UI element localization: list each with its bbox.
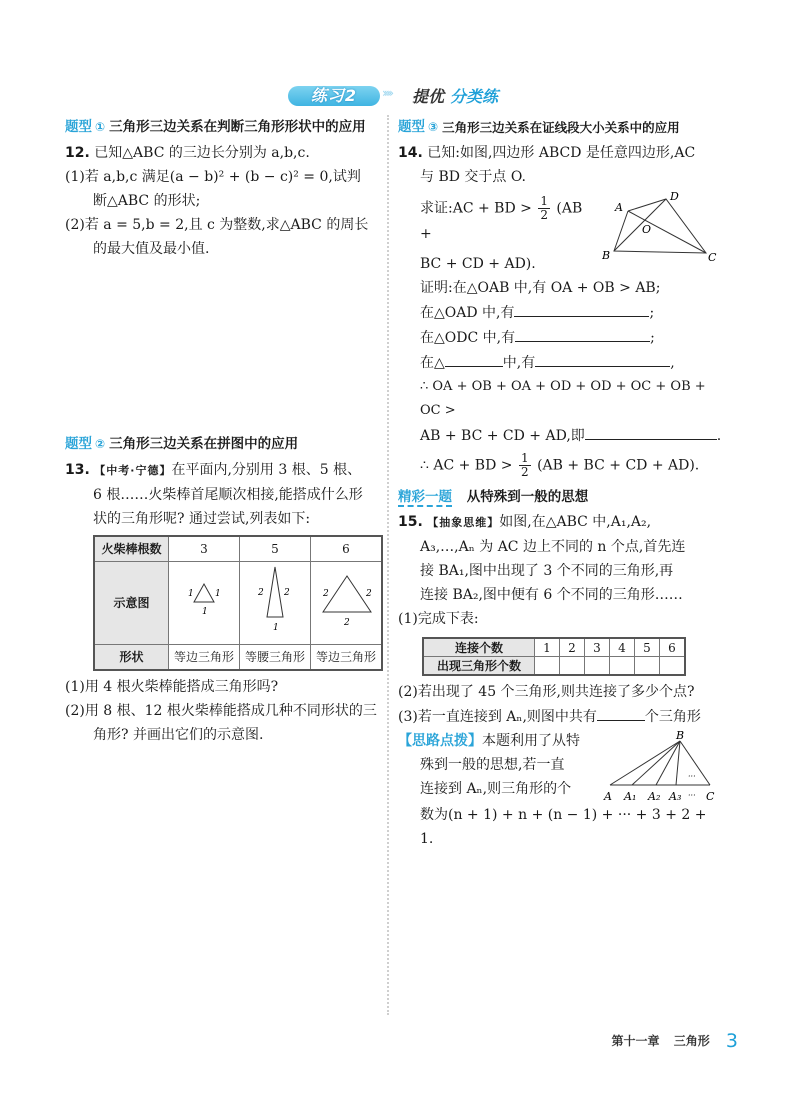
proof-line-7 (398, 452, 723, 479)
row-header-triangles: 出现三角形个数 (423, 657, 535, 676)
side-label: 2 (258, 588, 264, 598)
type-number: ② (95, 437, 106, 451)
question-line-1: 在平面内,分别用 3 根、5 根、 (171, 462, 362, 478)
count-cell: 3 (169, 536, 240, 562)
diagram-cell (169, 562, 240, 645)
part-3 (398, 704, 723, 729)
type-number: ① (95, 120, 106, 134)
question-13 (65, 458, 390, 747)
punct: ; (649, 305, 655, 321)
banner-pill: 练习2 (288, 86, 380, 106)
left-column (65, 118, 390, 747)
fraction-denominator: 2 (520, 465, 529, 479)
isosceles-triangle (240, 562, 310, 636)
hint-text-block (398, 729, 598, 801)
question-15 (398, 510, 723, 851)
triangle-count-table (422, 637, 686, 676)
part-2-line-1: (2)用 8 根、12 根火柴棒能搭成几种不同形状的三 (65, 703, 377, 719)
point-label: B (602, 249, 611, 262)
prove-with-figure (398, 189, 723, 276)
proof-text: 在△ODC 中,有 (420, 330, 516, 346)
fraction-numerator: 1 (520, 451, 529, 465)
point-label: C (706, 790, 715, 803)
point-label: B (676, 729, 685, 742)
type-tag: 题型 (65, 119, 92, 135)
question-line-4: 连接 BA₂,图中便有 6 个不同的三角形…… (420, 587, 683, 603)
answer-blank[interactable] (597, 704, 645, 721)
type-title: 三角形三边关系在证线段大小关系中的应用 (442, 120, 680, 135)
hint-tag: 【思路点拨】 (398, 733, 482, 749)
question-number: 12. (65, 145, 90, 161)
col-cell: 1 (535, 638, 560, 657)
punct: ; (650, 330, 655, 346)
diagram-cell (240, 562, 311, 645)
hint-line-3: 连接到 Aₙ,则三角形的个 (420, 781, 572, 797)
banner-title-b: 分类练 (450, 87, 499, 106)
highlight-question-header (398, 487, 723, 507)
question-number: 14. (398, 145, 423, 161)
prove-part-a: 求证:AC + BD > (420, 200, 532, 217)
type-tag: 题型 (398, 119, 425, 135)
shape-cell: 等边三角形 (169, 645, 240, 671)
proof-text: (AB + BC + CD + AD). (537, 457, 700, 474)
answer-cell[interactable] (535, 657, 560, 676)
prove-part-c: BC + CD + AD). (420, 256, 536, 272)
point-label: O (642, 223, 652, 236)
col-cell: 3 (585, 638, 610, 657)
part-3-text: (3)若一直连接到 Aₙ,则图中共有 (398, 709, 597, 725)
section-banner (288, 82, 518, 110)
answer-cell[interactable] (635, 657, 660, 676)
hint-box (398, 729, 723, 851)
question-line-2: 6 根……火柴棒首尾顺次相接,能搭成什么形 (93, 487, 363, 503)
punct: . (716, 428, 722, 444)
side-label: 1 (215, 589, 221, 599)
question-line-2: A₃,…,Aₙ 为 AC 边上不同的 n 个点,首先连 (420, 539, 686, 555)
type-title: 三角形三边关系在判断三角形形状中的应用 (109, 119, 366, 135)
question-number: 15. (398, 514, 423, 530)
col-cell: 2 (560, 638, 585, 657)
point-label: A (604, 790, 612, 803)
chapter-title: 三角形 (673, 1034, 710, 1048)
proof-line-2 (398, 300, 723, 325)
right-column (398, 118, 723, 851)
proof-text: ∴ AC + BD > (420, 457, 513, 474)
quadrilateral-figure (602, 189, 718, 265)
answer-cell[interactable] (660, 657, 686, 676)
point-label: A₂ (648, 790, 661, 803)
highlight-title: 从特殊到一般的思想 (466, 489, 589, 505)
question-number: 13. (65, 462, 90, 478)
count-cell: 6 (311, 536, 383, 562)
part-1-line-2: 断△ABC 的形状; (93, 193, 201, 209)
hint-line-2: 殊到一般的思想,若一直 (420, 757, 565, 773)
part-3-text: 个三角形 (644, 709, 701, 725)
proof-text: 中,有 (502, 355, 536, 371)
part-2-line-2: 的最大值及最小值. (93, 241, 210, 257)
hint-line-4: 数为(n + 1) + n + (n − 1) + ··· + 3 + 2 + 1. (420, 807, 707, 847)
part-2-line-1: (2)若 a = 5,b = 2,且 c 为整数,求△ABC 的周长 (65, 217, 369, 233)
type-tag: 题型 (65, 436, 92, 452)
fraction-one-half (519, 452, 531, 479)
side-label: 2 (284, 588, 290, 598)
proof-line-6 (398, 423, 723, 448)
equilateral-triangle-large (311, 562, 381, 636)
equilateral-triangle-small (169, 562, 239, 636)
answer-cell[interactable] (610, 657, 635, 676)
ellipsis-label: ··· (688, 791, 696, 800)
diagram-cell (311, 562, 383, 645)
row-header-connections: 连接个数 (423, 638, 535, 657)
question-type-3 (398, 118, 723, 137)
punct: , (670, 355, 675, 371)
row-header-diagram: 示意图 (94, 562, 169, 645)
banner-title-a: 提优 (412, 87, 445, 106)
fraction-denominator: 2 (540, 208, 548, 222)
ellipsis-label: ··· (688, 772, 696, 781)
fraction-one-half (538, 195, 550, 222)
type-number: ③ (428, 120, 439, 134)
highlight-tag: 精彩一题 (398, 489, 452, 505)
question-line-3: 接 BA₁,图中出现了 3 个不同的三角形,再 (420, 563, 674, 579)
prove-part-b: (AB + (420, 200, 583, 242)
side-label: 2 (323, 589, 329, 599)
col-cell: 6 (660, 638, 686, 657)
page-footer (612, 1030, 739, 1052)
proof-line-5: ∴ OA + OB + OA + OD + OD + OC + OB + OC > (420, 379, 706, 418)
proof-text: 在△ (420, 355, 445, 371)
question-line-1: 如图,在△ABC 中,A₁,A₂, (499, 514, 652, 530)
side-label: 2 (344, 618, 350, 628)
point-label: C (708, 251, 717, 264)
page-number: 3 (725, 1030, 738, 1052)
question-type-2 (65, 435, 390, 454)
fan-triangle-figure (600, 729, 722, 803)
question-type-1 (65, 118, 390, 137)
question-line-3: 状的三角形呢? 通过尝试,列表如下: (93, 511, 311, 527)
side-label: 2 (366, 589, 372, 599)
answer-blank[interactable] (514, 300, 649, 317)
answer-blank[interactable] (445, 350, 503, 367)
question-12 (65, 141, 390, 261)
chevrons-icon: ››››› (382, 86, 391, 100)
type-title: 三角形三边关系在拼图中的应用 (109, 436, 299, 452)
hint-with-figure (398, 729, 723, 803)
proof-line-4 (398, 350, 723, 375)
question-line-2: 与 BD 交于点 O. (420, 169, 526, 185)
answer-blank[interactable] (515, 325, 650, 342)
chapter-label: 第十一章 (611, 1034, 660, 1048)
part-1-line-1: (1)若 a,b,c 满足(a − b)² + (b − c)² = 0,试判 (65, 169, 361, 185)
point-label: A₁ (624, 790, 637, 803)
proof-text: 在△OAD 中,有 (420, 305, 515, 321)
answer-cell[interactable] (560, 657, 585, 676)
row-header-shape: 形状 (94, 645, 169, 671)
fraction-numerator: 1 (540, 194, 548, 208)
prove-statement (398, 195, 598, 246)
source-tag: 【抽象思维】 (427, 516, 500, 529)
question-14 (398, 141, 723, 479)
question-line-1: 已知:如图,四边形 ABCD 是任意四边形,AC (427, 145, 696, 161)
shape-cell: 等腰三角形 (240, 645, 311, 671)
side-label: 1 (273, 623, 279, 633)
point-label: A (615, 201, 623, 214)
prove-text-block (398, 189, 598, 276)
part-2-line-2: 角形? 并画出它们的示意图. (93, 727, 264, 743)
answer-blank[interactable] (535, 350, 670, 367)
hint-line-1: 本题利用了从特 (482, 733, 580, 749)
answer-blank[interactable] (585, 423, 717, 440)
row-header-count: 火柴棒根数 (94, 536, 169, 562)
source-tag: 【中考·宁德】 (94, 464, 172, 477)
part-1: (1)用 4 根火柴棒能搭成三角形吗? (65, 679, 279, 695)
question-stem: 已知△ABC 的三边长分别为 a,b,c. (94, 145, 310, 161)
part-2: (2)若出现了 45 个三角形,则共连接了多少个点? (398, 684, 695, 700)
answer-cell[interactable] (585, 657, 610, 676)
shape-cell: 等边三角形 (311, 645, 383, 671)
proof-line-3 (398, 325, 723, 350)
side-label: 1 (202, 607, 208, 617)
col-cell: 5 (635, 638, 660, 657)
matchstick-table (93, 535, 383, 671)
col-cell: 4 (610, 638, 635, 657)
count-cell: 5 (240, 536, 311, 562)
part-1: (1)完成下表: (398, 611, 479, 627)
point-label: A₃ (669, 790, 682, 803)
point-label: D (670, 190, 679, 203)
side-label: 1 (188, 589, 194, 599)
proof-line-1: 证明:在△OAB 中,有 OA + OB > AB; (420, 280, 661, 296)
proof-text: AB + BC + CD + AD,即 (420, 428, 585, 444)
